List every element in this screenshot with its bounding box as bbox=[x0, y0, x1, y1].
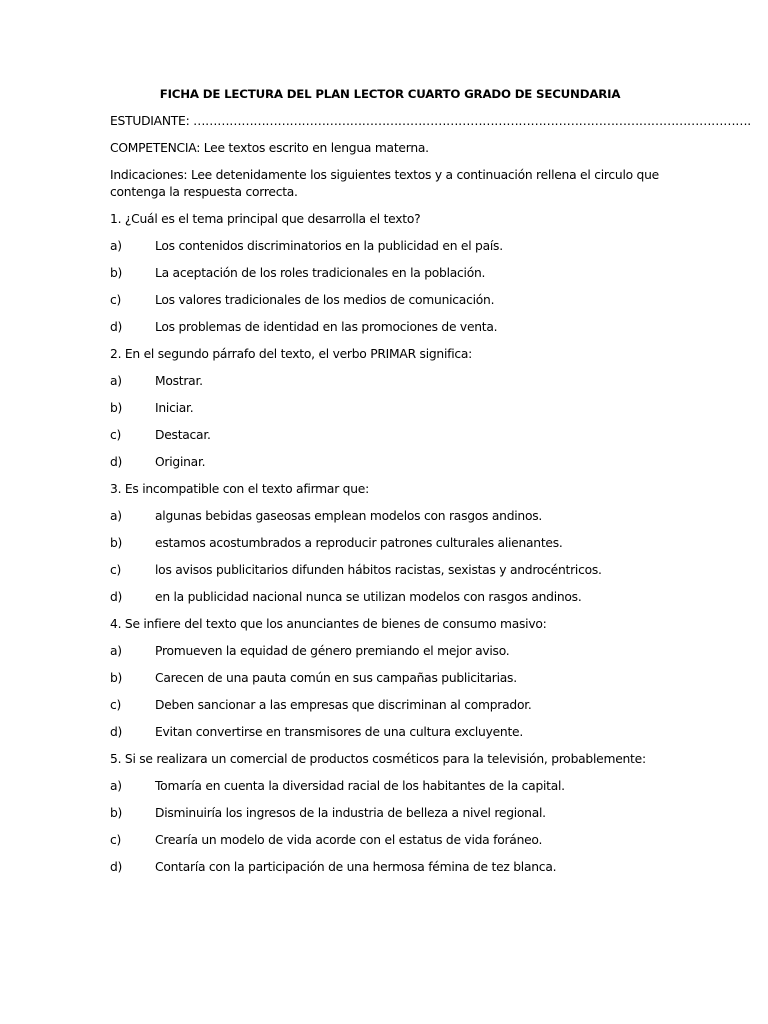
option-letter: c) bbox=[110, 563, 122, 577]
option-letter: a) bbox=[110, 374, 122, 388]
answer-option bbox=[110, 400, 670, 417]
answer-option bbox=[110, 562, 670, 579]
option-letter: d) bbox=[110, 590, 123, 604]
option-text: Crearía un modelo de vida acorde con el estatus de vida foráneo. bbox=[155, 833, 543, 847]
option-text: Evitan convertirse en transmisores de una cultura excluyente. bbox=[155, 725, 524, 739]
answer-option bbox=[110, 427, 670, 444]
question-text: 3. Es incompatible con el texto afirmar que: bbox=[110, 482, 369, 496]
option-letter: d) bbox=[110, 455, 123, 469]
option-letter: b) bbox=[110, 401, 123, 415]
answer-option bbox=[110, 805, 670, 822]
answer-option bbox=[110, 778, 670, 795]
option-text: estamos acostumbrados a reproducir patrones culturales alienantes. bbox=[155, 536, 563, 550]
option-text: los avisos publicitarios difunden hábitos racistas, sexistas y androcéntricos. bbox=[155, 563, 602, 577]
answer-option bbox=[110, 508, 670, 525]
question-block bbox=[110, 751, 670, 876]
question-text: 4. Se infiere del texto que los anunciantes de bienes de consumo masivo: bbox=[110, 617, 547, 631]
option-letter: a) bbox=[110, 509, 122, 523]
option-text: Originar. bbox=[155, 455, 206, 469]
document-title: FICHA DE LECTURA DEL PLAN LECTOR CUARTO GRADO DE SECUNDARIA bbox=[159, 87, 621, 101]
answer-option bbox=[110, 265, 670, 282]
option-text: Tomaría en cuenta la diversidad racial de los habitantes de la capital. bbox=[155, 779, 565, 793]
option-letter: c) bbox=[110, 698, 122, 712]
option-letter: a) bbox=[110, 239, 122, 253]
option-letter: d) bbox=[110, 725, 123, 739]
option-letter: a) bbox=[110, 644, 122, 658]
option-text: Deben sancionar a las empresas que discriminan al comprador. bbox=[155, 698, 532, 712]
option-letter: d) bbox=[110, 860, 123, 874]
answer-option bbox=[110, 292, 670, 309]
option-text: La aceptación de los roles tradicionales en la población. bbox=[155, 266, 486, 280]
answer-option bbox=[110, 535, 670, 552]
answer-option bbox=[110, 832, 670, 849]
answer-option bbox=[110, 670, 670, 687]
option-text: Mostrar. bbox=[155, 374, 203, 388]
question-text: 5. Si se realizara un comercial de productos cosméticos para la televisión, probablemente: bbox=[110, 752, 646, 766]
option-text: Destacar. bbox=[155, 428, 211, 442]
worksheet-page bbox=[110, 86, 751, 886]
option-letter: b) bbox=[110, 266, 123, 280]
option-letter: b) bbox=[110, 671, 123, 685]
answer-option bbox=[110, 589, 670, 606]
option-text: Disminuiría los ingresos de la industria de belleza a nivel regional. bbox=[155, 806, 546, 820]
answer-option bbox=[110, 454, 670, 471]
student-name-line: ESTUDIANTE: …………………………………………………………………………………………………………………………. bbox=[110, 114, 751, 128]
option-letter: c) bbox=[110, 428, 122, 442]
answer-option bbox=[110, 238, 670, 255]
answer-option bbox=[110, 319, 670, 336]
option-letter: c) bbox=[110, 833, 122, 847]
answer-option bbox=[110, 724, 670, 741]
option-letter: c) bbox=[110, 293, 122, 307]
option-text: Carecen de una pauta común en sus campañas publicitarias. bbox=[155, 671, 517, 685]
option-letter: a) bbox=[110, 779, 122, 793]
option-letter: b) bbox=[110, 806, 123, 820]
competencia-line: COMPETENCIA: Lee textos escrito en lengua materna. bbox=[110, 141, 429, 155]
option-text: algunas bebidas gaseosas emplean modelos con rasgos andinos. bbox=[155, 509, 543, 523]
answer-option bbox=[110, 697, 670, 714]
question-text: 2. En el segundo párrafo del texto, el verbo PRIMAR significa: bbox=[110, 347, 473, 361]
question-block bbox=[110, 211, 670, 336]
question-block bbox=[110, 481, 670, 606]
option-text: en la publicidad nacional nunca se utilizan modelos con rasgos andinos. bbox=[155, 590, 582, 604]
answer-option bbox=[110, 643, 670, 660]
option-text: Los valores tradicionales de los medios de comunicación. bbox=[155, 293, 495, 307]
option-text: Los contenidos discriminatorios en la publicidad en el país. bbox=[155, 239, 503, 253]
option-text: Promueven la equidad de género premiando el mejor aviso. bbox=[155, 644, 510, 658]
answer-option bbox=[110, 859, 670, 876]
question-block bbox=[110, 616, 670, 741]
question-text: 1. ¿Cuál es el tema principal que desarrolla el texto? bbox=[110, 212, 421, 226]
option-text: Contaría con la participación de una hermosa fémina de tez blanca. bbox=[155, 860, 557, 874]
option-text: Los problemas de identidad en las promociones de venta. bbox=[155, 320, 498, 334]
option-letter: b) bbox=[110, 536, 123, 550]
option-letter: d) bbox=[110, 320, 123, 334]
indicaciones-paragraph: Indicaciones: Lee detenidamente los siguientes textos y a continuación rellena el circulo que contenga la respuesta correcta. bbox=[110, 168, 659, 199]
answer-option bbox=[110, 373, 670, 390]
question-block bbox=[110, 346, 670, 471]
option-text: Iniciar. bbox=[155, 401, 194, 415]
